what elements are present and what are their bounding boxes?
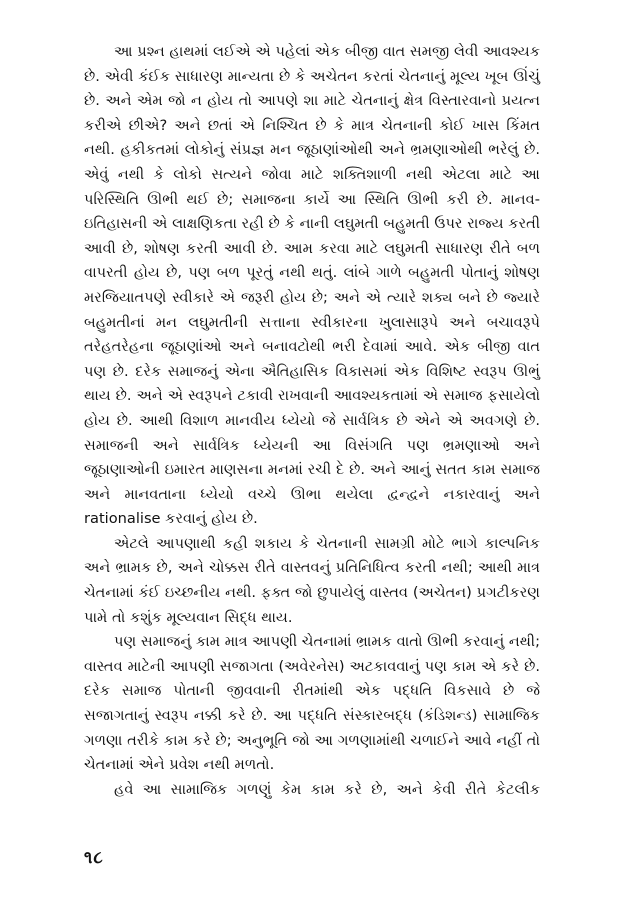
paragraph-1: આ પ્રશ્ન હાથમાં લઈએ એ પહેલાં એક બીજી વાત સમજી લેવી આવશ્યક છે. એવી કંઈક સાધારણ માન્યતા છે કે અચેતન કરતાં ચેતનાનું મૂલ્ય ખૂબ ઊંચું છે. અને એમ જો ન હોય તો આપણે શા માટે ચેતનાનું ક્ષેત્ર વિસ્તારવાનો પ્રયત્ન કરીએ છીએ? અને છતાં એ નિશ્ચિત છે કે માત્ર ચેતનાની કોઈ ખાસ કિંમત નથી. હકીકતમાં લોકોનું સંપ્રજ્ઞ મન જૂઠાણાંઓથી અને ભ્રમણાઓથી ભરેલું છે. એવું નથી કે લોકો સત્યને જોવા માટે શક્તિશાળી નથી એટલા માટે આ પરિસ્થિતિ ઊભી થઈ છે; સમાજના કાર્યે આ સ્થિતિ ઊભી કરી છે. માનવ-ઇતિહાસની એ લાક્ષણિકતા રહી છે કે નાની લઘુમતી બહુમતી ઉપર રાજ્ય કરતી આવી છે, શોષણ કરતી આવી છે. આમ કરવા માટે લઘુમતી સાધારણ રીતે બળ વાપરતી હોય છે, પણ બળ પૂરતું નથી થતું. લાંબે ગાળે બહુમતી પોતાનું શોષણ મરજિયાતપણે સ્વીકારે એ જરૂરી હોય છે; અને એ ત્યારે શક્ય બને છે જ્યારે બહુમતીનાં મન લઘુમતીની સત્તાના સ્વીકારના ખુલાસારૂપે અને બચાવરૂપે તરેહતરેહના જૂઠાણાંઓ અને બનાવટોથી ભરી દેવામાં આવે. એક બીજી વાત પણ છે. દરેક સમાજનું એના ઐતિહાસિક વિકાસમાં એક વિશિષ્ટ સ્વરૂપ ઊભું થાય છે. અને એ સ્વરૂપને ટકાવી રાખવાની આવશ્યકતામાં એ સમાજ ફસાયેલો હોય છે. આથી વિશાળ માનવીય ધ્યેયો જે સાર્વત્રિક છે એને એ અવગણે છે. સમાજની અને સાર્વત્રિક ધ્યેયની આ વિસંગતિ પણ ભ્રમણાઓ અને જૂઠાણાઓની ઇમારત માણસના મનમાં રચી દે છે. અને આનું સતત કામ સમાજ અને માનવતાના ધ્યેયો વચ્ચે ઊભા થયેલા દ્વન્દ્વને નકારવાનું અને rationalise કરવાનું હોય છે. [84,43,540,528]
paragraph-3: પણ સમાજનું કામ માત્ર આપણી ચેતનામાં ભ્રામક વાતો ઊભી કરવાનું નથી; વાસ્તવ માટેની આપણી સજાગતા (અવેરનેસ) અટકાવવાનું પણ કામ એ કરે છે. દરેક સમાજ પોતાની જીવવાની રીતમાંથી એક પદ્ધતિ વિકસાવે છે જે સજાગતાનું સ્વરૂપ નક્કી કરે છે. આ પદ્ધતિ સંસ્કારબદ્ધ (કંડિશન્ડ) સામાજિક ગળણા તરીકે કામ કરે છે; અનુભૂતિ જો આ ગળણામાંથી ચળાઈને આવે નહીં તો ચેતનામાં એને પ્રવેશ નથી મળતો. [84,633,540,774]
paragraph-4: હવે આ સામાજિક ગળણું કેમ કામ કરે છે, અને કેવી રીતે કેટલીક [114,780,540,798]
body-text [84,40,540,802]
paragraph-2: એટલે આપણાથી કહી શકાય કે ચેતનાની સામગ્રી મોટે ભાગે કાલ્પનિક અને ભ્રામક છે, અને ચોક્કસ રીતે વાસ્તવનું પ્રતિનિધિત્વ કરતી નથી; આથી માત્ર ચેતનામાં કંઈ ઇચ્છનીય નથી. ફક્ત જો છુપાયેલું વાસ્તવ (અચેતન) પ્રગટીકરણ પામે તો કશુંક મૂલ્યવાન સિદ્ધ થાય. [84,534,540,626]
page-number: ૧૮ [84,848,104,868]
